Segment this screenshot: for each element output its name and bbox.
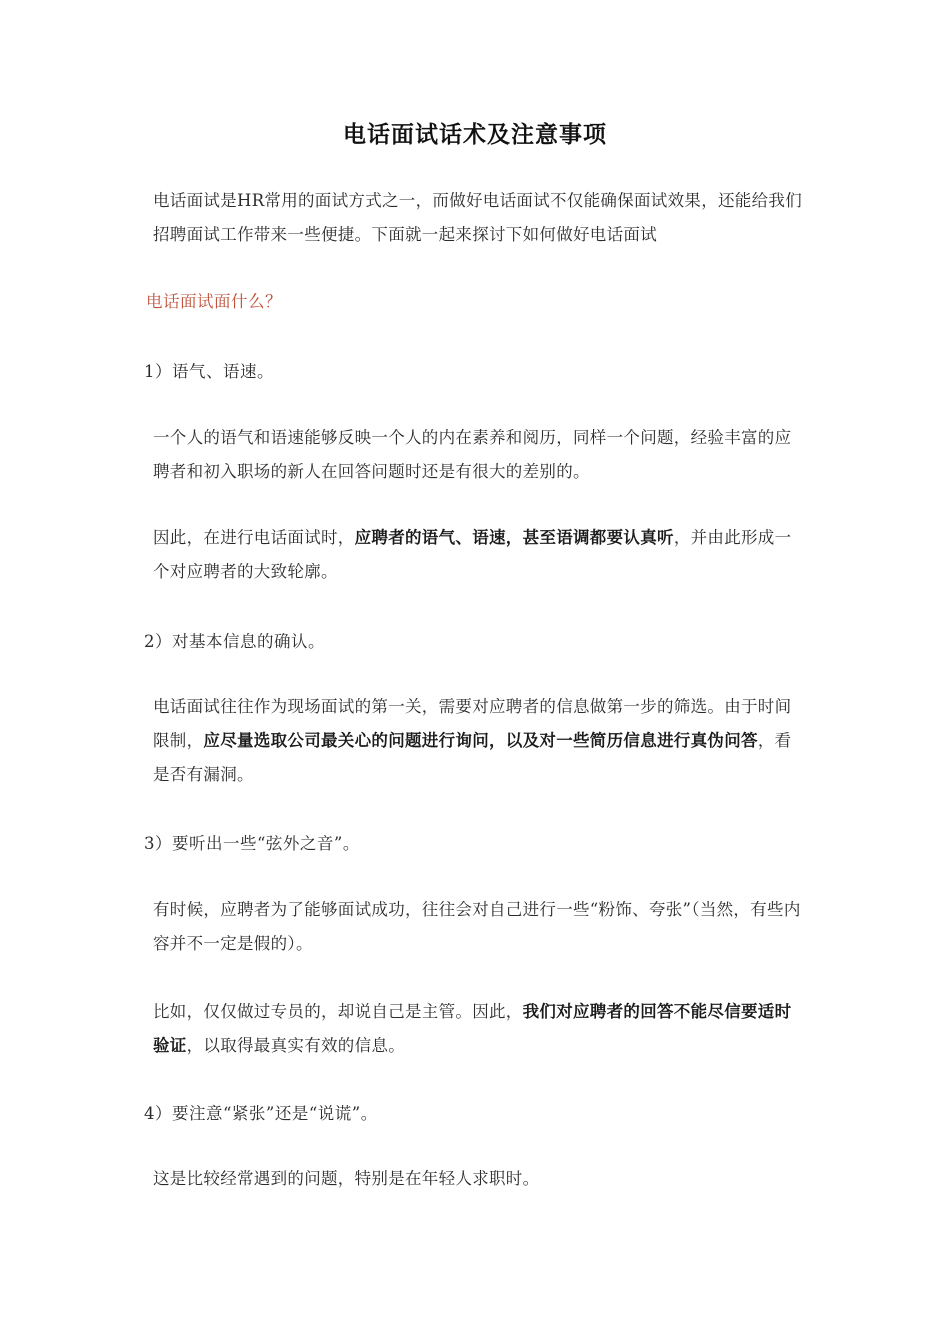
emphasis-text: 我们对应聘者的回答不能尽信要适时验证 (153, 1002, 792, 1055)
paragraph-text: 电话面试往往作为现场面试的第一关，需要对应聘者的信息做第一步的筛选。由于时间限制， (153, 697, 792, 750)
paragraph-text: ，并由此形成一个对应聘者的大致轮廓。 (153, 528, 792, 581)
section-2-paragraph-1 (153, 690, 803, 792)
section-1-paragraph-1: 一个人的语气和语速能够反映一个人的内在素养和阅历，同样一个问题，经验丰富的应聘者和初入职场的新人在回答问题时还是有很大的差别的。 (153, 428, 792, 481)
paragraph-text: 因此，在进行电话面试时， (153, 528, 355, 547)
section-heading-text: 要注意“紧张”还是“说谎”。 (172, 1104, 378, 1123)
section-heading-4 (144, 1100, 378, 1124)
emphasis-text: 应尽量选取公司最关心的问题进行询问，以及对一些简历信息进行真伪问答 (203, 731, 758, 750)
paragraph-text: ，以取得最真实有效的信息。 (186, 1036, 406, 1055)
section-heading-text: 语气、语速。 (172, 362, 274, 381)
section-heading-3 (144, 830, 360, 854)
section-number: 1） (144, 362, 172, 381)
section-heading-text: 要听出一些“弦外之音”。 (172, 834, 360, 853)
section-number: 4） (144, 1104, 172, 1123)
section-question: 电话面试面什么？ (146, 292, 282, 311)
section-4-paragraph-1: 这是比较经常遇到的问题，特别是在年轻人求职时。 (153, 1169, 540, 1188)
paragraph-text: 比如，仅仅做过专员的，却说自己是主管。因此， (153, 1002, 523, 1021)
section-heading-text: 对基本信息的确认。 (172, 632, 325, 651)
section-3-paragraph-2 (153, 995, 803, 1063)
intro-paragraph: 电话面试是HR常用的面试方式之一，而做好电话面试不仅能确保面试效果，还能给我们招聘面试工作带来一些便捷。下面就一起来探讨下如何做好电话面试 (153, 191, 803, 244)
document-title: 电话面试话术及注意事项 (343, 122, 607, 148)
section-3-paragraph-1: 有时候，应聘者为了能够面试成功，往往会对自己进行一些“粉饰、夸张”（当然，有些内容并不一定是假的）。 (153, 900, 801, 953)
section-1-paragraph-2 (153, 521, 803, 589)
section-number: 2） (144, 632, 172, 651)
section-number: 3） (144, 834, 172, 853)
paragraph-text: ，看是否有漏洞。 (153, 731, 792, 784)
section-heading-2 (144, 628, 325, 652)
emphasis-text: 应聘者的语气、语速，甚至语调都要认真听 (354, 528, 674, 547)
section-heading-1 (144, 358, 274, 382)
